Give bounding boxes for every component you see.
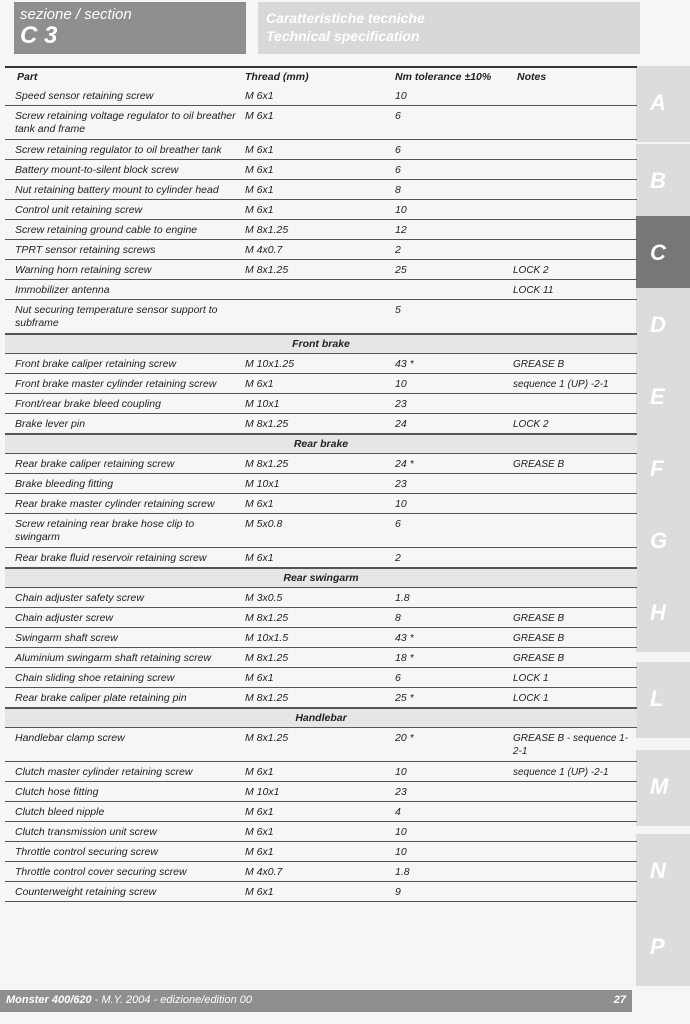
- torque-cell: 10: [395, 204, 407, 216]
- tab-g[interactable]: G: [636, 504, 690, 580]
- part-cell: Throttle control securing screw: [15, 846, 158, 858]
- torque-cell: 4: [395, 806, 401, 818]
- thread-cell: M 6x1: [245, 886, 274, 898]
- notes-cell: LOCK 2: [513, 419, 549, 430]
- torque-cell: 1.8: [395, 866, 410, 878]
- table-row: [5, 280, 637, 300]
- notes-cell: LOCK 2: [513, 265, 549, 276]
- notes-cell: GREASE B: [513, 653, 565, 664]
- thread-cell: M 6x1: [245, 672, 274, 684]
- thread-cell: M 3x0.5: [245, 592, 283, 604]
- table-row: [5, 474, 637, 494]
- torque-cell: 43 *: [395, 632, 414, 644]
- table-row: [5, 494, 637, 514]
- part-cell: Throttle control cover securing screw: [15, 866, 187, 878]
- notes-cell: GREASE B: [513, 613, 565, 624]
- torque-cell: 2: [395, 552, 401, 564]
- torque-cell: 8: [395, 612, 401, 624]
- column-header-torque: Nm tolerance ±10%: [395, 71, 492, 83]
- part-cell: Aluminium swingarm shaft retaining screw: [15, 652, 212, 664]
- table-row: [5, 822, 637, 842]
- footer-model: Monster 400/620: [6, 994, 92, 1006]
- part-cell: Clutch bleed nipple: [15, 806, 105, 818]
- torque-cell: 24: [395, 418, 407, 430]
- tab-m[interactable]: M: [636, 750, 690, 826]
- thread-cell: M 6x1: [245, 144, 274, 156]
- torque-cell: 6: [395, 144, 401, 156]
- table-row: [5, 628, 637, 648]
- part-cell: Rear brake caliper plate retaining pin: [15, 692, 187, 704]
- part-cell: Screw retaining ground cable to engine: [15, 224, 198, 236]
- table-row: [5, 86, 637, 106]
- table-row: [5, 140, 637, 160]
- part-cell: Warning horn retaining screw: [15, 264, 152, 276]
- section-code: C 3: [20, 22, 58, 49]
- thread-cell: M 10x1.25: [245, 358, 295, 370]
- part-cell: Front/rear brake bleed coupling: [15, 398, 161, 410]
- table-row: [5, 608, 637, 628]
- thread-cell: M 6x1: [245, 110, 274, 122]
- part-cell: Brake bleeding fitting: [15, 478, 114, 490]
- table-row: [5, 260, 637, 280]
- torque-cell: 18 *: [395, 652, 414, 664]
- torque-cell: 25: [395, 264, 407, 276]
- tab-c[interactable]: C: [636, 216, 690, 292]
- thread-cell: M 6x1: [245, 204, 274, 216]
- part-cell: Clutch master cylinder retaining screw: [15, 766, 193, 778]
- part-cell: Front brake caliper retaining screw: [15, 358, 177, 370]
- thread-cell: M 10x1: [245, 478, 280, 490]
- table-row: [5, 354, 637, 374]
- part-cell: Rear brake caliper retaining screw: [15, 458, 175, 470]
- torque-cell: 2: [395, 244, 401, 256]
- table-row: [5, 648, 637, 668]
- table-row: [5, 782, 637, 802]
- torque-cell: 10: [395, 90, 407, 102]
- section-heading: Rear brake: [5, 434, 637, 454]
- torque-cell: 10: [395, 378, 407, 390]
- part-cell: Rear brake fluid reservoir retaining screw: [15, 552, 207, 564]
- column-header-thread: Thread (mm): [245, 71, 309, 83]
- part-cell: Screw retaining regulator to oil breather tank: [15, 144, 222, 156]
- torque-cell: 25 *: [395, 692, 414, 704]
- notes-cell: sequence 1 (UP) -2-1: [513, 767, 609, 778]
- thread-cell: M 8x1.25: [245, 612, 289, 624]
- torque-cell: 9: [395, 886, 401, 898]
- table-row: [5, 414, 637, 434]
- table-row: [5, 802, 637, 822]
- torque-cell: 6: [395, 672, 401, 684]
- part-cell: Screw retaining voltage regulator to oil breather tank and frame: [15, 110, 236, 135]
- thread-cell: M 6x1: [245, 90, 274, 102]
- torque-cell: 24 *: [395, 458, 414, 470]
- part-cell: Nut retaining battery mount to cylinder head: [15, 184, 219, 196]
- title-english: Technical specification: [266, 28, 420, 44]
- part-cell: Battery mount-to-silent block screw: [15, 164, 179, 176]
- tab-h[interactable]: H: [636, 576, 690, 652]
- section-header: [14, 2, 246, 54]
- torque-cell: 6: [395, 164, 401, 176]
- tab-d[interactable]: D: [636, 288, 690, 364]
- thread-cell: M 6x1: [245, 184, 274, 196]
- column-header-notes: Notes: [517, 71, 547, 83]
- thread-cell: M 10x1.5: [245, 632, 289, 644]
- thread-cell: M 10x1: [245, 786, 280, 798]
- notes-cell: GREASE B: [513, 359, 565, 370]
- part-cell: Speed sensor retaining screw: [15, 90, 154, 102]
- thread-cell: M 6x1: [245, 164, 274, 176]
- table-row: [5, 514, 637, 548]
- part-cell: Immobilizer antenna: [15, 284, 110, 296]
- table-row: [5, 862, 637, 882]
- thread-cell: M 8x1.25: [245, 264, 289, 276]
- torque-cell: 10: [395, 766, 407, 778]
- table-row: [5, 668, 637, 688]
- table-row: [5, 240, 637, 260]
- part-cell: Chain sliding shoe retaining screw: [15, 672, 175, 684]
- notes-cell: LOCK 11: [513, 285, 554, 296]
- table-row: [5, 300, 637, 334]
- torque-cell: 23: [395, 478, 407, 490]
- thread-cell: M 8x1.25: [245, 732, 289, 744]
- torque-cell: 6: [395, 518, 401, 530]
- thread-cell: M 6x1: [245, 378, 274, 390]
- notes-cell: GREASE B - sequence 1-2-1: [513, 733, 629, 757]
- thread-cell: M 4x0.7: [245, 244, 283, 256]
- torque-cell: 1.8: [395, 592, 410, 604]
- notes-cell: LOCK 1: [513, 693, 549, 704]
- table-row: [5, 762, 637, 782]
- table-row: [5, 882, 637, 902]
- page-footer: [0, 990, 632, 1012]
- torque-cell: 10: [395, 498, 407, 510]
- table-row: [5, 688, 637, 708]
- tab-n[interactable]: N: [636, 834, 690, 910]
- part-cell: Chain adjuster screw: [15, 612, 114, 624]
- part-cell: Swingarm shaft screw: [15, 632, 118, 644]
- part-cell: Screw retaining rear brake hose clip to swingarm: [15, 518, 195, 543]
- part-cell: Chain adjuster safety screw: [15, 592, 144, 604]
- thread-cell: M 6x1: [245, 806, 274, 818]
- tab-p[interactable]: P: [636, 910, 690, 986]
- torque-cell: 10: [395, 846, 407, 858]
- thread-cell: M 10x1: [245, 398, 280, 410]
- tab-b[interactable]: B: [636, 144, 690, 220]
- part-cell: TPRT sensor retaining screws: [15, 244, 156, 256]
- thread-cell: M 5x0.8: [245, 518, 283, 530]
- table-row: [5, 106, 637, 140]
- tab-e[interactable]: E: [636, 360, 690, 436]
- title-header: [258, 2, 640, 54]
- table-row: [5, 394, 637, 414]
- section-label: sezione / section: [20, 6, 132, 23]
- thread-cell: M 6x1: [245, 498, 274, 510]
- thread-cell: M 6x1: [245, 826, 274, 838]
- part-cell: Clutch hose fitting: [15, 786, 99, 798]
- part-cell: Nut securing temperature sensor support to subframe: [15, 304, 218, 329]
- part-cell: Rear brake master cylinder retaining screw: [15, 498, 215, 510]
- table-row: [5, 220, 637, 240]
- thread-cell: M 8x1.25: [245, 692, 289, 704]
- table-row: [5, 374, 637, 394]
- part-cell: Handlebar clamp screw: [15, 732, 125, 744]
- section-heading: Handlebar: [5, 708, 637, 728]
- notes-cell: LOCK 1: [513, 673, 549, 684]
- table-row: [5, 160, 637, 180]
- torque-cell: 23: [395, 786, 407, 798]
- thread-cell: M 6x1: [245, 766, 274, 778]
- part-cell: Control unit retaining screw: [15, 204, 143, 216]
- section-heading: Rear swingarm: [5, 568, 637, 588]
- part-cell: Brake lever pin: [15, 418, 86, 430]
- thread-cell: M 4x0.7: [245, 866, 283, 878]
- part-cell: Counterweight retaining screw: [15, 886, 157, 898]
- torque-cell: 43 *: [395, 358, 414, 370]
- thread-cell: M 8x1.25: [245, 418, 289, 430]
- column-header-part: Part: [17, 71, 38, 83]
- thread-cell: M 8x1.25: [245, 224, 289, 236]
- tab-a[interactable]: A: [636, 66, 690, 142]
- section-heading: Front brake: [5, 334, 637, 354]
- table-row: [5, 548, 637, 568]
- table-row: [5, 200, 637, 220]
- table-row: [5, 728, 637, 762]
- thread-cell: M 6x1: [245, 846, 274, 858]
- table-row: [5, 180, 637, 200]
- torque-cell: 10: [395, 826, 407, 838]
- table-header: [5, 66, 637, 86]
- torque-cell: 23: [395, 398, 407, 410]
- torque-cell: 20 *: [395, 732, 414, 744]
- table-row: [5, 454, 637, 474]
- tab-l[interactable]: L: [636, 662, 690, 738]
- footer-edition: - M.Y. 2004 - edizione/edition 00: [91, 994, 253, 1006]
- title-italian: Caratteristiche tecniche: [266, 10, 425, 26]
- thread-cell: M 8x1.25: [245, 652, 289, 664]
- torque-cell: 6: [395, 110, 401, 122]
- tab-f[interactable]: F: [636, 432, 690, 508]
- table-row: [5, 842, 637, 862]
- thread-cell: M 6x1: [245, 552, 274, 564]
- notes-cell: sequence 1 (UP) -2-1: [513, 379, 609, 390]
- torque-cell: 8: [395, 184, 401, 196]
- table-row: [5, 588, 637, 608]
- page-number: 27: [613, 994, 626, 1006]
- notes-cell: GREASE B: [513, 633, 565, 644]
- part-cell: Front brake master cylinder retaining screw: [15, 378, 217, 390]
- part-cell: Clutch transmission unit screw: [15, 826, 157, 838]
- torque-cell: 12: [395, 224, 407, 236]
- torque-cell: 5: [395, 304, 401, 316]
- thread-cell: M 8x1.25: [245, 458, 289, 470]
- notes-cell: GREASE B: [513, 459, 565, 470]
